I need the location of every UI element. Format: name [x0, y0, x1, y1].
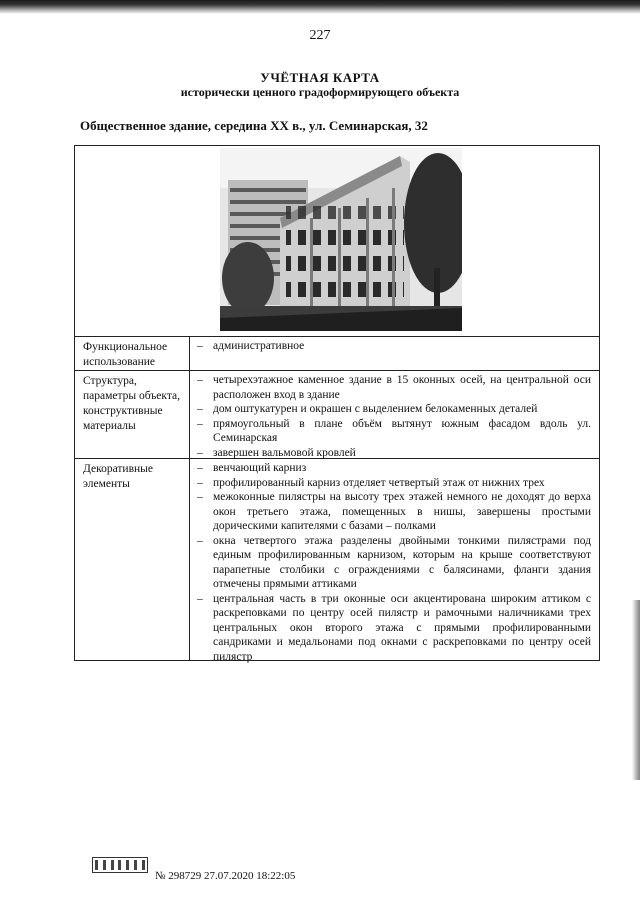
list-item: – окна четвертого этажа разделены двойными тонкими пилястрами под единым профилированным карнизом, которым на крыше соответствуют парапетные столбики с ограждениями с балясинами, фланги здания отмечены прямыми аттиками — [197, 534, 591, 590]
row-decorative — [75, 458, 599, 663]
row-label-structure: Структура, параметры объекта, конструктивные материалы — [83, 375, 180, 432]
row-content-structure — [195, 373, 591, 460]
list-item: – межоконные пилястры на высоту трех этажей немного не доходят до верха окон третьего этажа, помещенных в нишы, завершены простыми дорическими капителями с базами – полками — [197, 491, 591, 532]
row-structure — [75, 370, 599, 459]
list-item: – профилированный карниз отделяет четвертый этаж от нижних трех — [197, 476, 545, 489]
list-item: – административное — [197, 340, 305, 352]
building-photo-image — [220, 148, 462, 331]
row-label-functional-use: Функциональное использование — [83, 341, 168, 368]
list-item: – дом оштукатурен и окрашен с выделением белокаменных деталей — [197, 403, 538, 415]
building-photo — [220, 148, 462, 331]
list-item: – прямоугольный в плане объём вытянут южным фасадом вдоль ул. Семинарская — [197, 417, 591, 444]
row-label-decorative: Декоративные элементы — [83, 463, 153, 490]
photo-row — [75, 146, 599, 337]
row-content-functional-use — [195, 339, 591, 354]
column-divider — [189, 370, 190, 458]
list-item: – завершен вальмовой кровлей — [197, 446, 356, 459]
scan-edge-top — [0, 0, 640, 14]
list-item: – четырехэтажное каменное здание в 15 оконных осей, на центральной оси расположен вход в здание — [197, 374, 591, 401]
document-reference: № 298729 27.07.2020 18:22:05 — [155, 870, 296, 882]
object-heading: Общественное здание, середина XX в., ул. Семинарская, 32 — [80, 118, 428, 133]
row-functional-use — [75, 336, 599, 371]
list-item: – центральная часть в три оконные оси акцентирована широким аттиком с раскреповками по центру осей пилястр и рамочными наличниками трех центральных окон второго этажа с прямыми профилированными сандриками и медальонами под окнами с раскреповками по центру осей пилястр — [197, 592, 591, 663]
scan-edge-right — [632, 600, 640, 780]
record-card-table — [74, 145, 600, 661]
column-divider — [189, 458, 190, 660]
list-item: – венчающий карниз — [197, 462, 307, 474]
document-title: УЧЁТНАЯ КАРТА — [260, 70, 380, 85]
document-subtitle: исторически ценного градоформирующего объекта — [180, 85, 460, 99]
barcode-stamp — [92, 857, 148, 873]
page-number: 227 — [309, 28, 331, 43]
row-content-decorative — [195, 461, 591, 664]
column-divider — [189, 336, 190, 370]
